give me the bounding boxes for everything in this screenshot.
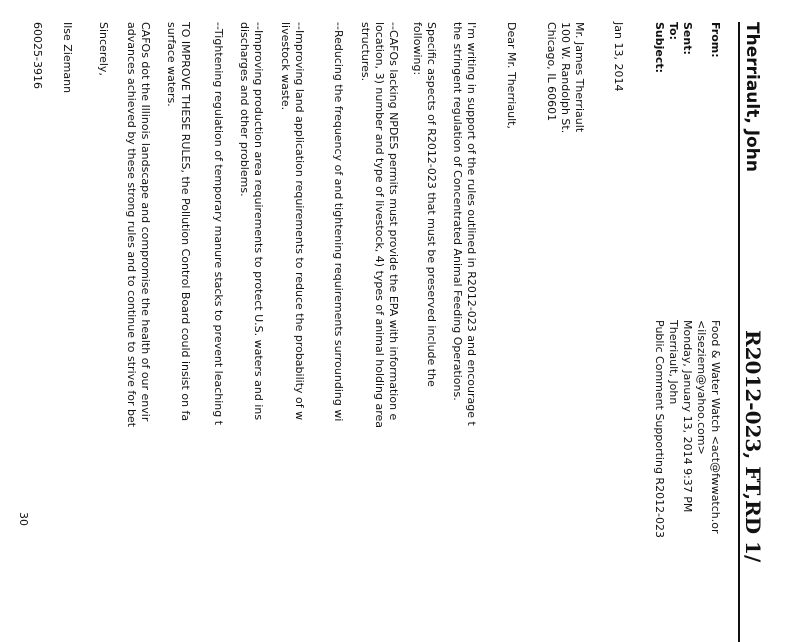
paragraph-line: --Improving production area requirements to protect U.S. waters and ins bbox=[252, 22, 265, 421]
list-item-production-area bbox=[237, 22, 265, 642]
list-item-land-application bbox=[278, 22, 306, 642]
docket-number-heading: R2012-023, FT,RD 1/ bbox=[741, 330, 765, 563]
paragraph-line: --CAFOs lacking NPDES permits must provide the EPA with information e bbox=[387, 22, 400, 421]
paragraph-line: Specific aspects of R2012-023 that must be preserved include the bbox=[425, 22, 438, 387]
paragraph-line: I'm writing in support of the rules outlined in R2012-023 and encourage t bbox=[465, 22, 478, 426]
paragraph-line: --Improving land application requirements to reduce the probability of w bbox=[293, 22, 306, 421]
intro-paragraph bbox=[450, 22, 478, 642]
sign-off: Sincerely, bbox=[97, 22, 110, 76]
recipient-name-heading: Therriault, John bbox=[742, 22, 762, 172]
recipient-address bbox=[544, 22, 586, 642]
aspects-paragraph bbox=[410, 22, 438, 642]
page-number: 30 bbox=[17, 512, 30, 526]
paragraph-line: following: bbox=[411, 22, 424, 76]
sent-value: Monday, January 13, 2014 9:37 PM bbox=[681, 320, 694, 513]
paragraph-line: the stringent regulation of Concentrated Animal Feeding Operations. bbox=[451, 22, 464, 401]
paragraph-line: CAFOs dot the Illinois landscape and compromise the health of our envir bbox=[139, 22, 152, 422]
list-item-manure-stacks: --Tightening regulation of temporary manure stacks to prevent leaching t bbox=[212, 22, 225, 426]
closing-paragraph bbox=[124, 22, 152, 642]
address-line: 100 W. Randolph St. bbox=[559, 22, 572, 134]
paragraph-line: surface waters. bbox=[165, 22, 178, 107]
letter-date: Jan 13, 2014 bbox=[612, 22, 625, 92]
paragraph-line: advances achieved by these strong rules and to continue to strive for bet bbox=[125, 22, 138, 428]
heading-rule bbox=[738, 22, 740, 642]
list-item-npdes bbox=[358, 22, 400, 642]
paragraph-line: TO IMPROVE THESE RULES, the Pollution Control Board could insist on fa bbox=[179, 22, 192, 422]
address-line: Chicago, IL 60601 bbox=[545, 22, 558, 122]
signer-name: Ilse Ziemann bbox=[61, 22, 74, 94]
salutation: Dear Mr. Therriault, bbox=[505, 22, 518, 129]
paragraph-line: livestock waste. bbox=[279, 22, 292, 111]
to-label: To: bbox=[667, 22, 680, 40]
from-value: Food & Water Watch <act@fwwatch.or bbox=[709, 320, 722, 534]
paragraph-line: discharges and other problems. bbox=[238, 22, 251, 197]
paragraph-line: structures. bbox=[359, 22, 372, 82]
subject-label: Subject: bbox=[653, 22, 666, 74]
address-line: Mr. James Therriault bbox=[573, 22, 586, 133]
to-value: Therriault, John bbox=[667, 320, 680, 405]
from-label: From: bbox=[709, 22, 722, 58]
improve-paragraph bbox=[164, 22, 192, 642]
sent-label: Sent: bbox=[681, 22, 694, 55]
list-item-frequency: --Reducing the frequency of and tightening requirements surrounding wi bbox=[332, 22, 345, 422]
paragraph-line: location, 3) number and type of livestock, 4) types of animal holding area bbox=[373, 22, 386, 429]
from-email: <ilseziem@yahoo.com> bbox=[695, 320, 708, 455]
signer-zip: 60025-3916 bbox=[31, 22, 44, 89]
subject-value: Public Comment Supporting R2012-023 bbox=[653, 320, 666, 539]
